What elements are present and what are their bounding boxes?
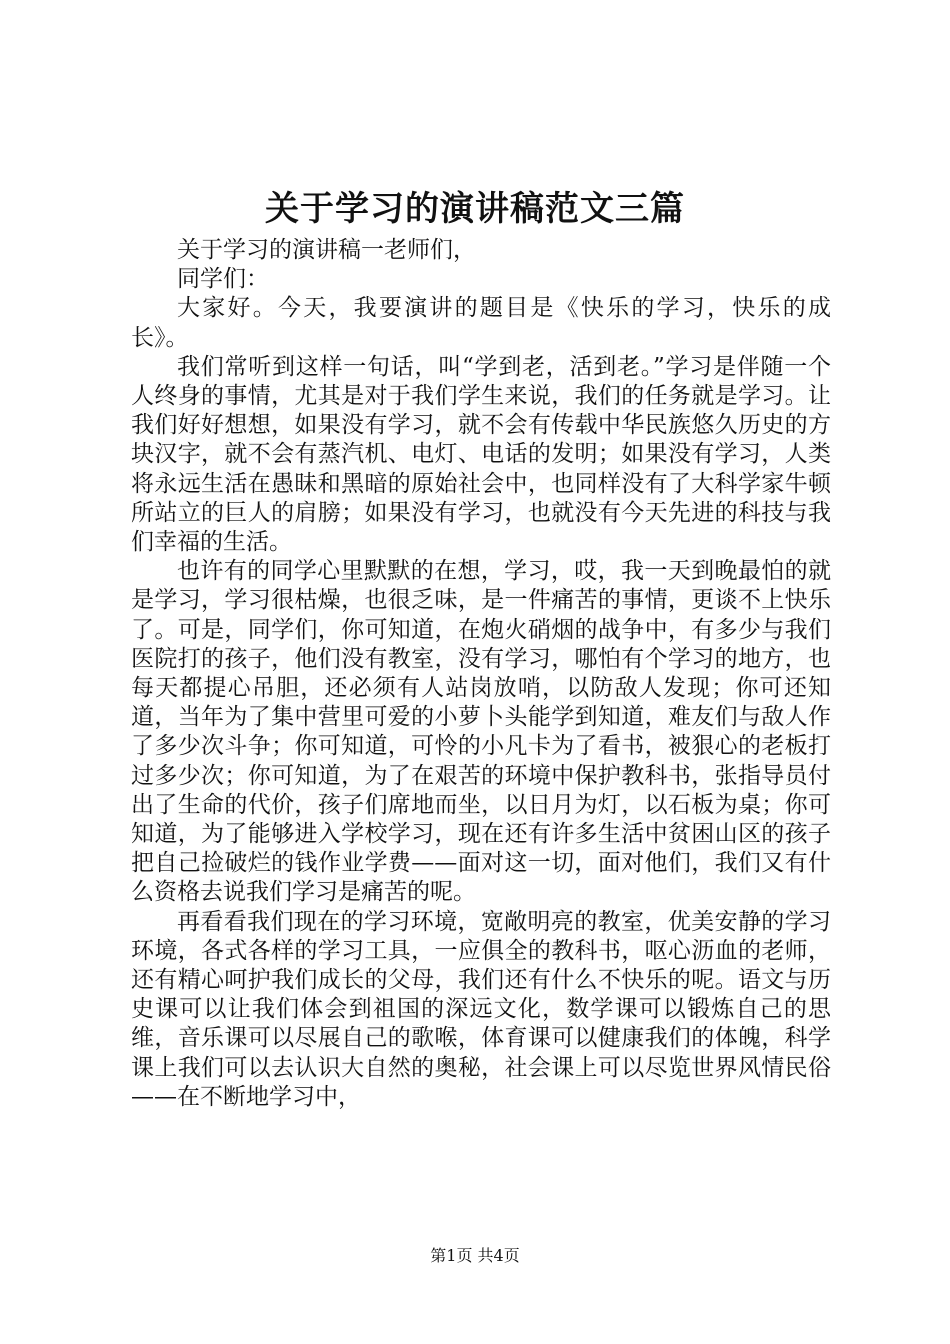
paragraph-salutation: 关于学习的演讲稿一老师们， bbox=[177, 237, 476, 263]
document-body bbox=[131, 236, 831, 1112]
page-number-footer: 第1页 共4页 bbox=[430, 1246, 520, 1265]
document-title: 关于学习的演讲稿范文三篇 bbox=[265, 189, 685, 229]
paragraph-body: 我们常听到这样一句话，叫“学到老，活到老。”学习是伴随一个人终身的事情，尤其是对于我们学生来说，我们的任务就是学习。让我们好好想想，如果没有学习，就不会有传载中华民族悠久历史的方块汉字，就不会有蒸汽机、电灯、电话的发明；如果没有学习，人类将永远生活在愚昧和黑暗的原始社会中，也同样没有了大科学家牛顿所站立的巨人的肩膀；如果没有学习，也就没有今天先进的科技与我们幸福的生活。 bbox=[131, 353, 831, 556]
paragraph-body: 也许有的同学心里默默的在想，学习，哎，我一天到晚最怕的就是学习，学习很枯燥，也很乏味，是一件痛苦的事情，更谈不上快乐了。可是，同学们，你可知道，在炮火硝烟的战争中，有多少与我们医院打的孩子，他们没有教室，没有学习，哪怕有个学习的地方，也每天都提心吊胆，还必须有人站岗放哨，以防敌人发现；你可还知道，当年为了集中营里可爱的小萝卜头能学到知道，难友们与敌人作了多少次斗争；你可知道，可怜的小凡卡为了看书，被狠心的老板打过多少次；你可知道，为了在艰苦的环境中保护教科书，张指导员付出了生命的代价，孩子们席地而坐，以日月为灯，以石板为桌；你可知道，为了能够进入学校学习，现在还有许多生活中贫困山区的孩子把自己捡破烂的钱作业学费——面对这一切，面对他们，我们又有什么资格去说我们学习是痛苦的呢。 bbox=[131, 558, 831, 906]
paragraph-body: 再看看我们现在的学习环境，宽敞明亮的教室，优美安静的学习环境，各式各样的学习工具，一应俱全的教科书，呕心沥血的老师，还有精心呵护我们成长的父母，我们还有什么不快乐的呢。语文与历史课可以让我们体会到祖国的深远文化，数学课可以锻炼自己的思维，音乐课可以尽展自己的歌喉，体育课可以健康我们的体魄，科学课上我们可以去认识大自然的奥秘，社会课上可以尽览世界风情民俗——在不断地学习中， bbox=[131, 908, 831, 1110]
paragraph-greeting: 大家好。今天，我要演讲的题目是《快乐的学习，快乐的成长》。 bbox=[131, 295, 831, 351]
paragraph-audience: 同学们： bbox=[177, 266, 269, 293]
